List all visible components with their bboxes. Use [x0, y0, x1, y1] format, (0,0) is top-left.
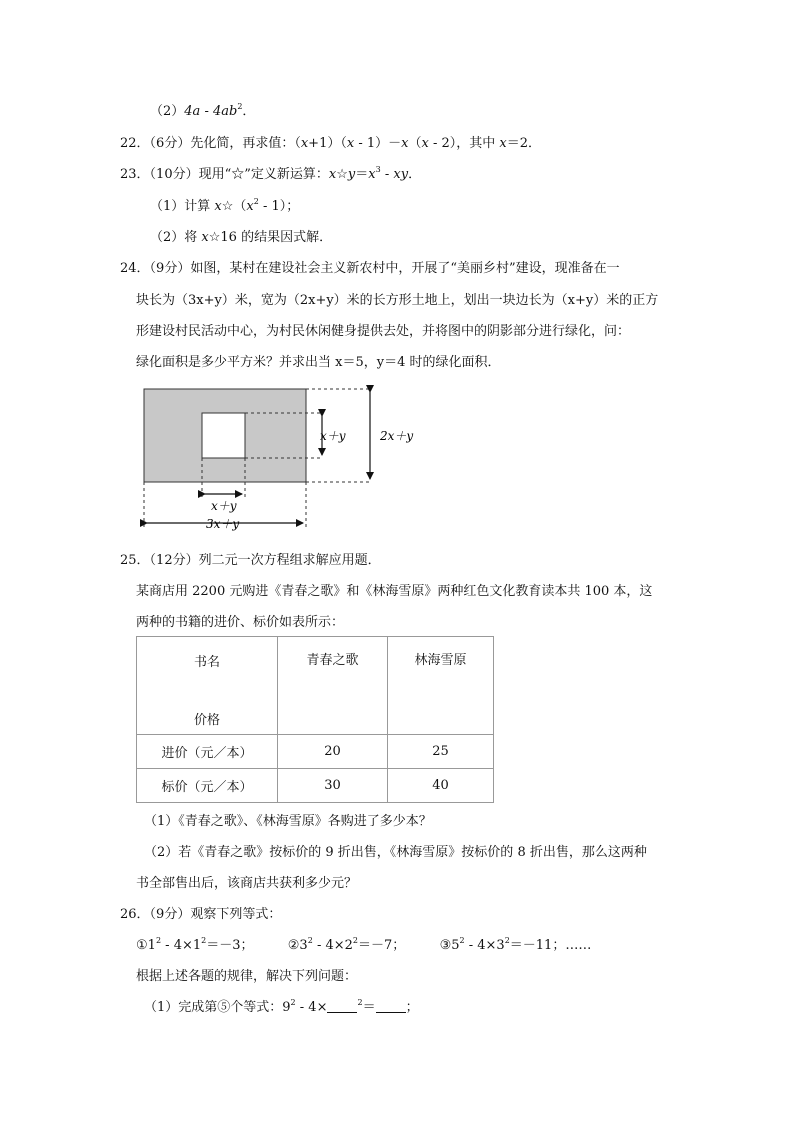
q25-line-1: 25．（12分）列二元一次方程组求解应用题．	[120, 553, 381, 568]
q24-line-2: 块长为（3x+y）米，宽为（2x+y）米的长方形土地上，划出一块边长为（x+y）米的正方	[136, 293, 659, 308]
q22-var: x	[421, 136, 429, 151]
q26-part1-text: ；	[405, 1000, 419, 1015]
column-header	[278, 637, 388, 735]
q21-expr-b: - 4ab	[200, 104, 238, 119]
q23-var: x	[328, 167, 337, 182]
table-row	[137, 769, 494, 803]
label-bottom-total: 3x＋y	[206, 517, 240, 531]
q21-expr-a: 4a	[184, 104, 201, 119]
table-cell: 40	[388, 769, 494, 803]
eq-exponent: 2	[307, 936, 313, 945]
q25-part2-line-1: （2）若《青春之歌》按标价的 9 折出售，《林海雪原》按标价的 8 折出售，那么这两种	[144, 845, 647, 860]
eq-text: ＝－3；	[206, 938, 254, 953]
q22-var: x	[300, 136, 309, 151]
q26-part1-text: ＝	[362, 1000, 376, 1015]
q26-equations	[136, 937, 591, 955]
table-row	[137, 735, 494, 769]
table-cell: 25	[388, 735, 494, 769]
row-label: 进价（元／本）	[137, 735, 278, 769]
q26-part1	[144, 999, 419, 1017]
eq-text: - 4×1	[161, 938, 202, 953]
column-header-label: 青春之歌	[306, 653, 359, 668]
q23-star: ☆	[336, 167, 348, 182]
q22-prefix: 22．（6分）先化简，再求值：（	[120, 136, 301, 151]
q23-text: ☆16 的结果因式解．	[208, 230, 333, 245]
column-header-label: 林海雪原	[414, 653, 467, 668]
eq-text: ＝－11；……	[509, 938, 592, 953]
eq-text: - 4×2	[312, 938, 353, 953]
table-corner-cell	[137, 637, 278, 735]
q24-figure	[0, 0, 794, 560]
eq-exponent: 2	[357, 998, 363, 1007]
row-label: 标价（元／本）	[137, 769, 278, 803]
eq-text: ①1	[136, 938, 156, 953]
q25-part2-line-2: 书全部售出后，该商店共获利多少元？	[136, 876, 358, 891]
q23-var: x	[246, 199, 254, 214]
answer-blank[interactable]	[376, 1000, 406, 1013]
q23-eq: ＝	[355, 167, 369, 182]
q26-line-3: 根据上述各题的规律，解决下列问题：	[136, 969, 358, 984]
table-cell: 20	[278, 735, 388, 769]
q22-text: - 2），其中	[428, 136, 500, 151]
q22-text: - 1）－	[354, 136, 402, 151]
eq-text: - 4×3	[464, 938, 505, 953]
q26-eq3	[440, 938, 592, 953]
price-table	[136, 636, 494, 803]
q23-end: ．	[408, 167, 422, 182]
q23-exponent: 2	[253, 197, 259, 206]
q21-part2-label: （2）	[150, 104, 185, 119]
q24-line-3: 形建设村民活动中心，为村民休闲健身提供去处，并将图中的阴影部分进行绿化，问：	[136, 324, 631, 339]
q21-end: ．	[242, 104, 256, 119]
q23-part1-label: （1）计算	[150, 199, 215, 214]
q23-prefix: 23．（10分）现用“☆”定义新运算：	[120, 167, 329, 182]
eq-exponent: 2	[201, 936, 207, 945]
q22-text: ＝2．	[506, 136, 542, 151]
q24-line-1: 24．（9分）如图，某村在建设社会主义新农村中，开展了“美丽乡村”建设，现准备在一	[120, 261, 620, 276]
q23-var: x	[214, 199, 222, 214]
table-cell: 30	[278, 769, 388, 803]
eq-exponent: 2	[352, 936, 358, 945]
q26-eq2	[288, 938, 406, 953]
q26-part1-text: - 4×	[295, 1000, 328, 1015]
corner-book-label: 书名	[193, 655, 220, 670]
q26-eq1	[136, 938, 254, 953]
label-height: 2x＋y	[380, 429, 414, 443]
q22-text: （	[408, 136, 422, 151]
q23-var: x	[201, 230, 209, 245]
q22-var: x	[499, 136, 507, 151]
inner-square	[202, 413, 245, 458]
q23-var: x	[368, 167, 376, 182]
label-bottom-inner: x＋y	[211, 499, 237, 513]
q25-part1: （1）《青春之歌》、《林海雪原》各购进了多少本？	[144, 814, 432, 829]
eq-text: ②3	[287, 938, 308, 953]
eq-exponent: 2	[459, 936, 465, 945]
eq-exponent: 2	[504, 936, 510, 945]
q22-var: x	[346, 136, 355, 151]
q23-text: - 1）；	[258, 199, 300, 214]
q25-line-2: 某商店用 2200 元购进《青春之歌》和《林海雪原》两种红色文化教育读本共 100 本，这	[136, 584, 653, 599]
q23-var: y	[347, 167, 356, 182]
eq-text: ＝－7；	[358, 938, 406, 953]
q26-line-1: 26．（9分）观察下列等式：	[120, 907, 282, 922]
corner-price-label: 价格	[193, 713, 220, 728]
q23-part2-label: （2）将	[150, 230, 202, 245]
eq-text: ③5	[439, 938, 460, 953]
q26-part1-text: （1）完成第⑤个等式：9	[144, 1000, 291, 1015]
q25-line-3: 两种的书籍的进价、标价如表所示：	[136, 615, 345, 630]
q22-var: x	[401, 136, 409, 151]
eq-exponent: 2	[155, 936, 162, 945]
q22-text: +1）（	[308, 136, 347, 151]
q21-exponent: 2	[237, 102, 243, 111]
q23-var: xy	[393, 167, 409, 182]
q24-line-4: 绿化面积是多少平方米？并求出当 x＝5，y＝4 时的绿化面积．	[136, 355, 501, 370]
q23-exponent: 3	[375, 165, 381, 174]
label-square-side: x＋y	[320, 429, 346, 443]
column-header	[388, 637, 494, 735]
eq-exponent: 2	[290, 998, 296, 1007]
q23-text: ☆（	[221, 199, 247, 214]
answer-blank[interactable]	[327, 1000, 357, 1013]
q23-minus: -	[380, 167, 394, 182]
